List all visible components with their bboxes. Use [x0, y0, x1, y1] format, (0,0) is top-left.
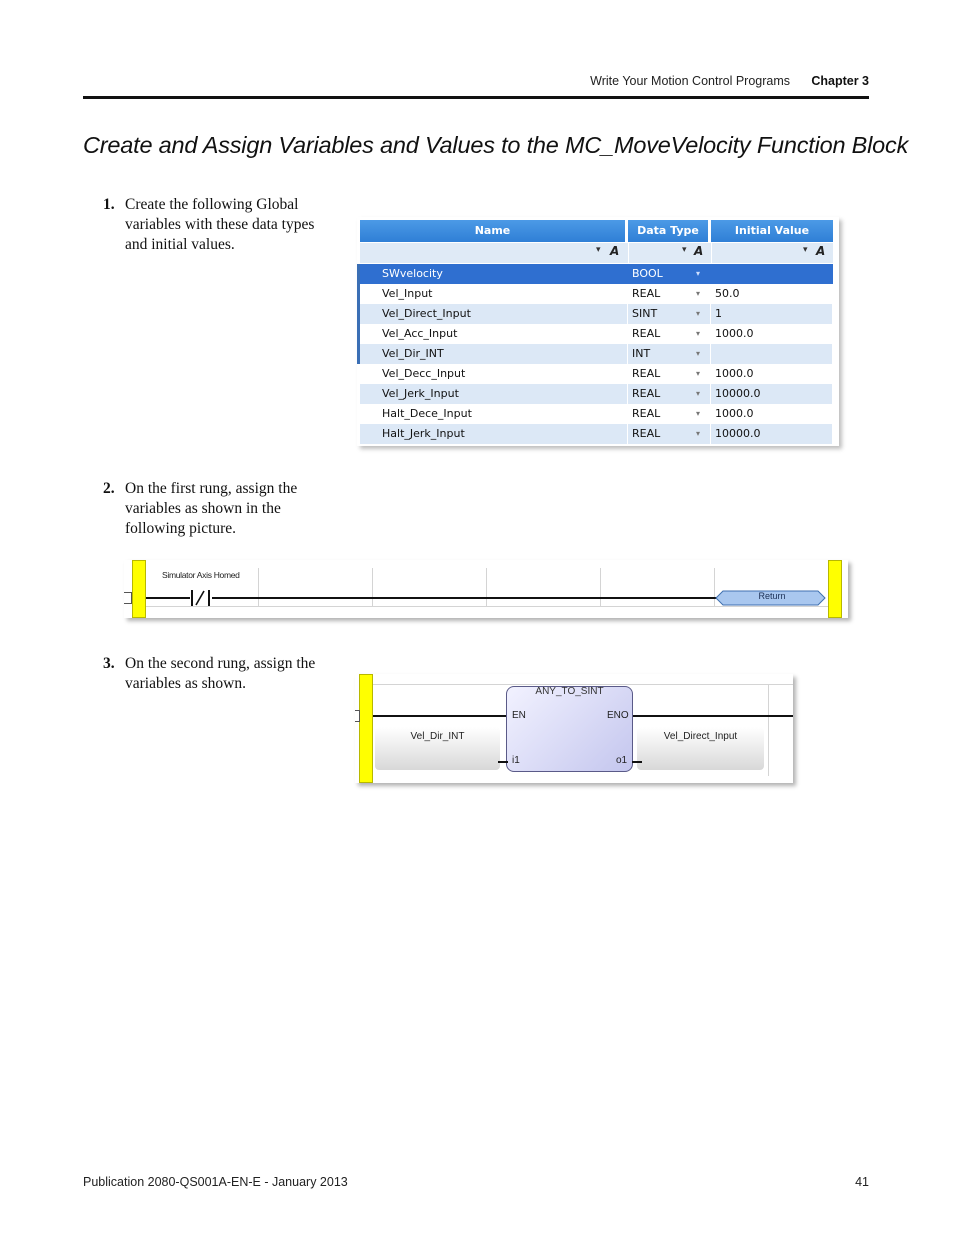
row-marker: [357, 324, 360, 344]
rung-connector[interactable]: [124, 592, 132, 604]
initial-value-cell[interactable]: [711, 264, 833, 284]
data-type-cell[interactable]: REAL: [628, 404, 711, 424]
ladder-rung-1: [124, 560, 848, 618]
data-type-cell[interactable]: REAL: [628, 284, 711, 304]
rung-wire: [632, 715, 793, 717]
header-rule: [83, 96, 869, 99]
step-text: [125, 195, 314, 255]
data-type-cell[interactable]: REAL: [628, 384, 711, 404]
row-marker: [357, 284, 360, 304]
step-line: and initial values.: [125, 236, 235, 253]
page-number: 41: [855, 1175, 869, 1189]
filter-cell-value[interactable]: [711, 243, 833, 263]
grid-line: [600, 568, 601, 606]
section-title: Create and Assign Variables and Values to the MC_MoveVelocity Function Block: [83, 132, 909, 158]
data-type-cell[interactable]: SINT: [628, 304, 711, 324]
rung-wire: [146, 597, 190, 599]
normally-closed-contact-icon[interactable]: [188, 589, 214, 607]
row-marker: [357, 344, 360, 364]
table-row[interactable]: [360, 424, 833, 444]
ladder-rung-2: [355, 674, 793, 783]
variable-name-cell[interactable]: Vel_Input: [378, 284, 628, 304]
variable-name-cell[interactable]: Halt_Dece_Input: [378, 404, 628, 424]
data-type-cell[interactable]: REAL: [628, 364, 711, 384]
filter-dropdown-icon[interactable]: ▾: [682, 245, 687, 255]
data-type-dropdown-icon[interactable]: ▾: [696, 429, 701, 438]
data-type-dropdown-icon[interactable]: ▾: [696, 409, 701, 418]
step-2: [103, 479, 353, 541]
data-type-dropdown-icon[interactable]: ▾: [696, 349, 701, 358]
grid-line: [258, 568, 259, 606]
data-type-cell[interactable]: BOOL: [628, 264, 711, 284]
step-line: variables as shown.: [125, 675, 246, 692]
running-header-section: Write Your Motion Control Programs: [590, 74, 790, 88]
table-row[interactable]: [360, 404, 833, 424]
data-type-dropdown-icon[interactable]: ▾: [696, 289, 701, 298]
initial-value-cell[interactable]: 10000.0: [711, 424, 833, 444]
pin-eno-label: ENO: [607, 710, 629, 721]
initial-value-cell[interactable]: 10000.0: [711, 384, 833, 404]
variable-name-cell[interactable]: Vel_Jerk_Input: [378, 384, 628, 404]
table-row[interactable]: [360, 364, 833, 384]
data-type-cell[interactable]: INT: [628, 344, 711, 364]
row-marker: [357, 304, 360, 324]
initial-value-cell[interactable]: 50.0: [711, 284, 833, 304]
step-line: On the first rung, assign the: [125, 480, 298, 497]
filter-A-icon[interactable]: A: [694, 244, 704, 258]
step-line: Create the following Global: [125, 196, 299, 213]
grid-line: [373, 684, 793, 685]
grid-line: [486, 568, 487, 606]
input-variable-box[interactable]: [375, 727, 500, 770]
filter-A-icon[interactable]: A: [610, 244, 620, 258]
table-row[interactable]: [360, 284, 833, 304]
table-row[interactable]: [360, 304, 833, 324]
table-row[interactable]: [360, 384, 833, 404]
initial-value-cell[interactable]: 1000.0: [711, 324, 833, 344]
input-variable-label: Vel_Dir_INT: [410, 731, 465, 742]
grid-line: [768, 684, 769, 776]
global-variables-table: [357, 217, 839, 446]
pin-o1-label: o1: [616, 755, 628, 766]
step-text: [125, 479, 297, 539]
column-header-name[interactable]: Name: [360, 220, 625, 242]
initial-value-cell[interactable]: 1000.0: [711, 364, 833, 384]
column-header-data-type[interactable]: Data Type: [628, 220, 708, 242]
filter-dropdown-icon[interactable]: ▾: [803, 245, 808, 255]
pin-en-label: EN: [512, 710, 526, 721]
variable-name-cell[interactable]: Vel_Direct_Input: [378, 304, 628, 324]
filter-dropdown-icon[interactable]: ▾: [596, 245, 601, 255]
step-line: variables with these data types: [125, 216, 315, 233]
step-number: 2.: [103, 480, 115, 497]
table-row[interactable]: [360, 264, 833, 284]
data-type-dropdown-icon[interactable]: ▾: [696, 269, 701, 278]
step-line: On the second rung, assign the: [125, 655, 316, 672]
left-power-rail: [359, 674, 373, 783]
rung-wire: [373, 715, 508, 717]
table-row[interactable]: [360, 344, 833, 364]
rung-wire: [212, 597, 720, 599]
rung-wire: [632, 761, 642, 763]
function-block-name: ANY_TO_SINT: [535, 686, 604, 697]
filter-cell-type[interactable]: [628, 243, 712, 263]
data-type-cell[interactable]: REAL: [628, 324, 711, 344]
row-marker: [357, 264, 360, 284]
contact-variable-label[interactable]: Simulator Axis Homed: [162, 570, 240, 580]
step-3: [103, 654, 353, 696]
data-type-dropdown-icon[interactable]: ▾: [696, 309, 701, 318]
filter-cell-name[interactable]: [360, 243, 629, 263]
step-1: [103, 195, 353, 257]
rung-connector[interactable]: [355, 710, 360, 722]
return-label: Return: [758, 591, 786, 601]
left-power-rail: [132, 560, 146, 618]
variable-name-cell[interactable]: Halt_Jerk_Input: [378, 424, 628, 444]
step-number: 1.: [103, 196, 115, 213]
column-header-initial-value[interactable]: Initial Value: [711, 220, 833, 242]
step-line: variables as shown in the: [125, 500, 281, 517]
data-type-dropdown-icon[interactable]: ▾: [696, 369, 701, 378]
variable-name-cell[interactable]: Vel_Decc_Input: [378, 364, 628, 384]
function-block-any-to-sint[interactable]: [506, 686, 633, 772]
data-type-dropdown-icon[interactable]: ▾: [696, 329, 701, 338]
footer-publication: Publication 2080-QS001A-EN-E - January 2013: [83, 1175, 348, 1189]
variable-name-cell[interactable]: Vel_Acc_Input: [378, 324, 628, 344]
table-row[interactable]: [360, 324, 833, 344]
filter-A-icon[interactable]: A: [816, 244, 826, 258]
right-power-rail: [828, 560, 842, 618]
step-number: 3.: [103, 655, 115, 672]
filter-row: [360, 243, 833, 263]
pin-i1-label: i1: [512, 755, 520, 766]
data-type-cell[interactable]: REAL: [628, 424, 711, 444]
rung-wire: [498, 761, 508, 763]
variable-name-cell[interactable]: SWvelocity: [378, 264, 628, 284]
initial-value-cell[interactable]: 1: [711, 304, 833, 324]
step-text: [125, 654, 315, 694]
step-line: following picture.: [125, 520, 237, 537]
initial-value-cell[interactable]: 1000.0: [711, 404, 833, 424]
data-type-dropdown-icon[interactable]: ▾: [696, 389, 701, 398]
grid-line: [372, 568, 373, 606]
running-header-chapter: Chapter 3: [811, 74, 869, 88]
initial-value-cell[interactable]: [711, 344, 833, 364]
output-variable-box[interactable]: [637, 727, 764, 770]
variable-name-cell[interactable]: Vel_Dir_INT: [378, 344, 628, 364]
output-variable-label: Vel_Direct_Input: [663, 731, 738, 742]
